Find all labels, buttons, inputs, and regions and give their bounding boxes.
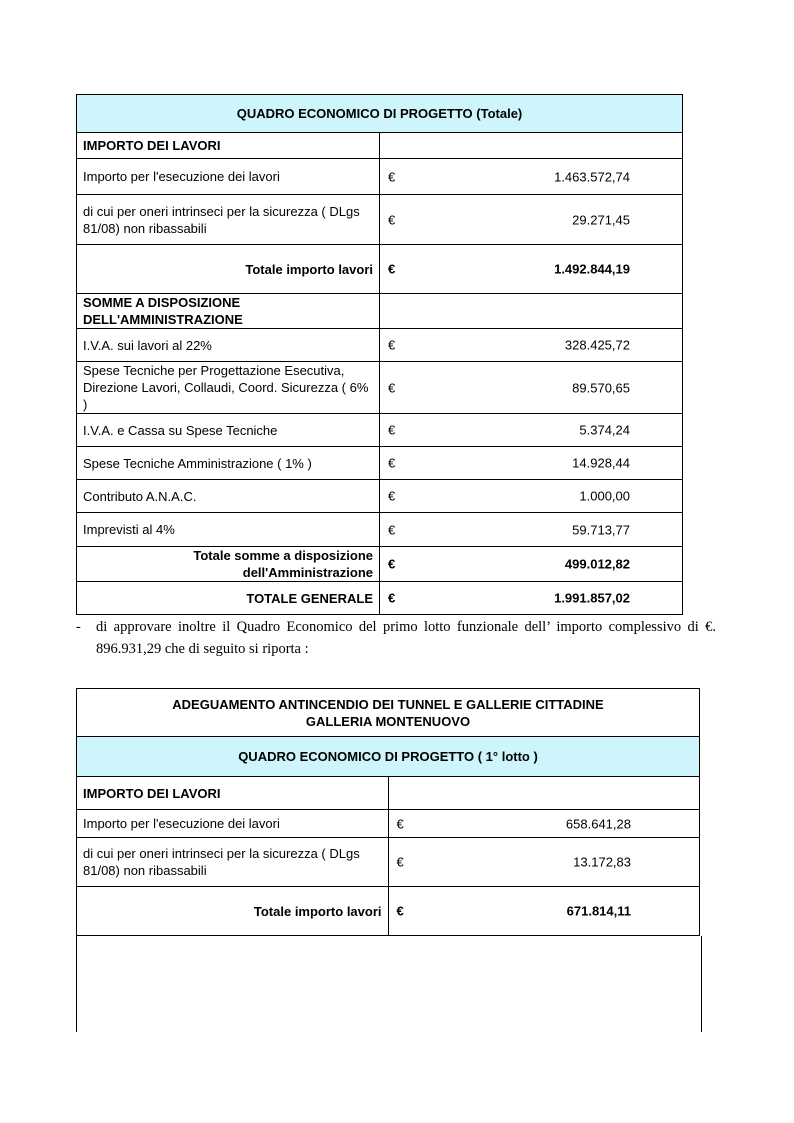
table-row (77, 329, 683, 362)
amount-value: 499.012,82 (564, 556, 630, 572)
empty-cell (380, 133, 683, 159)
quadro-economico-lotto-table (76, 688, 700, 936)
project-title-line1: ADEGUAMENTO ANTINCENDIO DEI TUNNEL E GALLERIE CITTADINE (172, 696, 604, 712)
table-row (77, 513, 683, 547)
grand-total-label: TOTALE GENERALE (77, 582, 380, 615)
empty-cell (388, 777, 700, 810)
euro-symbol: € (388, 212, 396, 227)
amount-value: 1.991.857,02 (554, 590, 630, 606)
paragraph-text: di approvare inoltre il Quadro Economico del primo lotto funzionale dell’ importo complessivo di €. 896.931,29 che di seguito si riporta : (96, 619, 716, 657)
row-amount (388, 838, 700, 887)
row-label: I.V.A. sui lavori al 22% (77, 329, 380, 362)
table-row (77, 159, 683, 195)
euro-symbol: € (388, 422, 396, 438)
grand-total-row (77, 582, 683, 615)
amount-value: 29.271,45 (572, 212, 630, 227)
project-title (77, 689, 700, 737)
row-label: Importo per l'esecuzione dei lavori (77, 159, 380, 195)
row-amount (380, 447, 683, 480)
total-row (77, 887, 700, 936)
amount-value: 1.463.572,74 (554, 169, 630, 184)
row-amount (380, 414, 683, 447)
amount-value: 1.000,00 (579, 488, 630, 504)
euro-symbol: € (388, 522, 396, 537)
euro-symbol: € (388, 169, 396, 184)
amount-value: 89.570,65 (572, 380, 630, 395)
row-amount (380, 329, 683, 362)
euro-symbol: € (388, 337, 396, 353)
table-row (77, 414, 683, 447)
total-label: Totale importo lavori (77, 887, 389, 936)
euro-symbol: € (388, 556, 396, 572)
row-label: di cui per oneri intrinseci per la sicurezza ( DLgs 81/08) non ribassabili (77, 195, 380, 245)
grand-total-amount (380, 582, 683, 615)
amount-value: 1.492.844,19 (554, 261, 630, 277)
table-row (77, 480, 683, 513)
row-amount (388, 810, 700, 838)
row-label: Spese Tecniche Amministrazione ( 1% ) (77, 447, 380, 480)
row-label: Contributo A.N.A.C. (77, 480, 380, 513)
table-row (77, 447, 683, 480)
euro-symbol: € (388, 488, 396, 504)
row-label: Imprevisti al 4% (77, 513, 380, 547)
approval-paragraph (76, 616, 716, 660)
row-label: Spese Tecniche per Progettazione Esecutiva, Direzione Lavori, Collaudi, Coord. Sicurezza ( 6% ) (77, 362, 380, 414)
euro-symbol: € (396, 854, 404, 870)
amount-value: 658.641,28 (565, 816, 631, 831)
row-amount (380, 362, 683, 414)
table-continuation-area (76, 936, 702, 1032)
table-title: QUADRO ECONOMICO DI PROGETTO (Totale) (77, 95, 683, 133)
euro-symbol: € (388, 455, 396, 471)
euro-symbol: € (396, 816, 404, 831)
section-header-somme: SOMME A DISPOSIZIONE DELL'AMMINISTRAZIONE (77, 294, 380, 329)
row-amount (380, 195, 683, 245)
total-label: Totale importo lavori (77, 245, 380, 294)
table-subtitle: QUADRO ECONOMICO DI PROGETTO ( 1° lotto ) (77, 737, 700, 777)
amount-value: 14.928,44 (572, 455, 630, 471)
project-title-line2: GALLERIA MONTENUOVO (305, 713, 471, 729)
quadro-economico-totale-table (76, 94, 683, 615)
row-amount (380, 513, 683, 547)
section-header-importo-lavori: IMPORTO DEI LAVORI (77, 777, 389, 810)
row-label: I.V.A. e Cassa su Spese Tecniche (77, 414, 380, 447)
euro-symbol: € (396, 903, 404, 919)
row-amount (380, 159, 683, 195)
empty-cell (380, 294, 683, 329)
total-amount (380, 245, 683, 294)
amount-value: 328.425,72 (564, 337, 630, 353)
amount-value: 5.374,24 (579, 422, 630, 438)
table-row (77, 195, 683, 245)
row-label: Importo per l'esecuzione dei lavori (77, 810, 389, 838)
total-row (77, 547, 683, 582)
table-row (77, 838, 700, 887)
table-row (77, 810, 700, 838)
section-header-importo-lavori: IMPORTO DEI LAVORI (77, 133, 380, 159)
total-amount (380, 547, 683, 582)
row-label: di cui per oneri intrinseci per la sicurezza ( DLgs 81/08) non ribassabili (77, 838, 389, 887)
total-label: Totale somme a disposizione dell'Amministrazione (77, 547, 380, 582)
total-amount (388, 887, 700, 936)
euro-symbol: € (388, 380, 396, 395)
table-row (77, 362, 683, 414)
row-amount (380, 480, 683, 513)
amount-value: 671.814,11 (566, 903, 631, 919)
amount-value: 59.713,77 (572, 522, 630, 537)
euro-symbol: € (388, 261, 396, 277)
list-dash: - (76, 619, 81, 635)
amount-value: 13.172,83 (573, 854, 631, 870)
euro-symbol: € (388, 590, 396, 606)
total-row (77, 245, 683, 294)
